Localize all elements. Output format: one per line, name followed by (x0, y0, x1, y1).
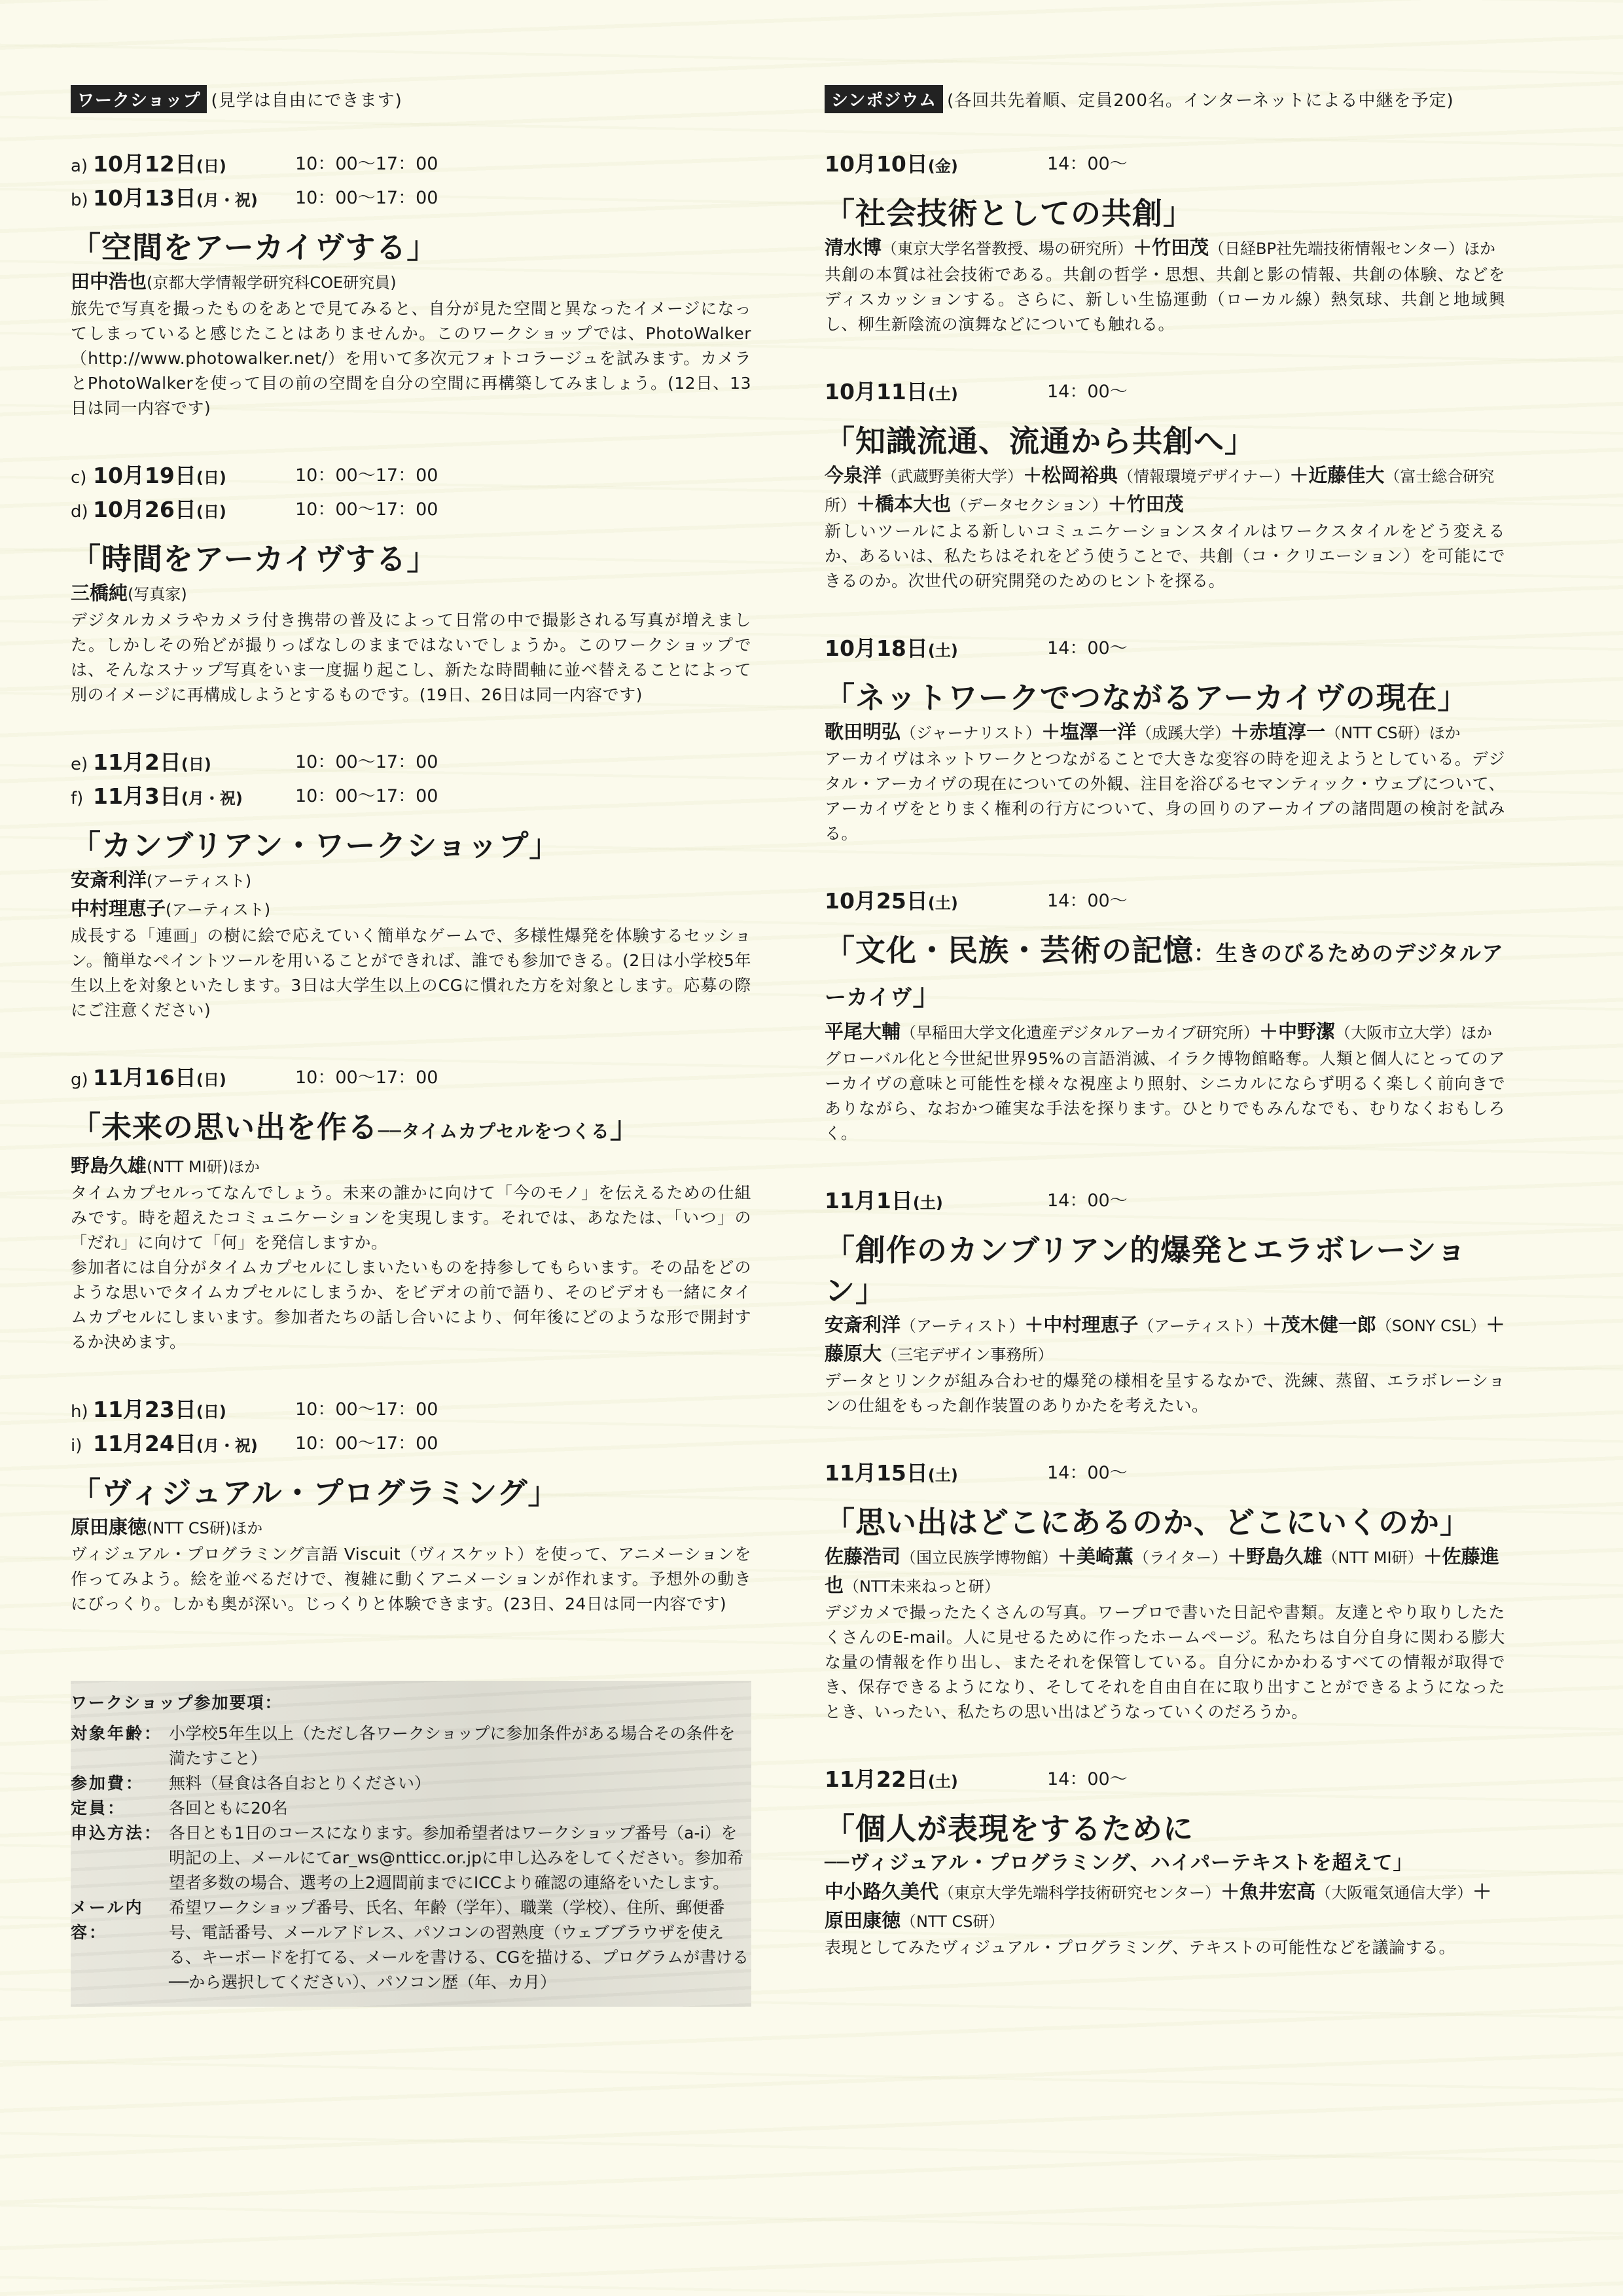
workshop-description: 成長する「連画」の樹に絵で応えていく簡単なゲームで、多様性爆発を体験するセッション。簡単なペイントツールを用いることができれば、誰でも参加できる。(2日は小学校5年生以上を対象といたします。3日は大学生以上のCGに慣れた方を対象とします。応募の際にご注意ください) (71, 926, 751, 1020)
workshop-letter: a) (71, 156, 88, 176)
symposium-date (825, 375, 1505, 409)
person-name: 野島久雄 (71, 1155, 147, 1177)
title-main: 「個人が表現をするために (825, 1811, 1194, 1846)
symposium-title (825, 421, 1505, 461)
title-end: 」 (912, 977, 944, 1012)
workshop-info-box (71, 1681, 751, 2007)
date-text: 11月3日 (93, 783, 181, 809)
workshop-title (71, 1473, 751, 1513)
workshop-letter: g) (71, 1070, 88, 1090)
speaker-affiliation: （早稲田大学文化遺産デジタルアーカイブ研究所） (901, 1024, 1259, 1042)
time-text: 10：00～17：00 (295, 786, 438, 806)
workshop-date (71, 1393, 751, 1427)
symposium-title (825, 193, 1505, 234)
info-value: 希望ワークショップ番号、氏名、年齢（学年）、職業（学校）、住所、郵便番号、電話番号、メールアドレス、パソコンの習熟度（ウェブブラウザを使える、キーボードを打てる、メールを書ける、CGを描ける、プログラムが書ける──から選択してください）、パソコン歴（年、カ月） (169, 1898, 749, 1992)
person-name: 田中浩也 (71, 270, 147, 293)
workshop-letter: i) (71, 1436, 82, 1456)
speaker-affiliation: （大阪電気通信大学） (1315, 1884, 1473, 1902)
day-of-week: (土) (927, 1772, 958, 1791)
symposium-description: 共創の本質は社会技術である。共創の哲学・思想、共創と影の情報、共創の体験、などをディスカッションする。さらに、新しい生協運動（ローカル線）熱気球、共創と地域興し、柳生新陰流の演舞などについても触れる。 (825, 265, 1505, 334)
speaker-affiliation: （NTT MI研） (1322, 1549, 1423, 1567)
day-of-week: (月・祝) (196, 1437, 258, 1455)
symposium-title (825, 1230, 1505, 1311)
time-text: 14：00～ (1047, 1191, 1128, 1211)
workshop-block (71, 459, 751, 745)
speaker-affiliation: （アーティスト） (901, 1317, 1025, 1335)
person-affiliation: (アーティスト) (147, 872, 252, 890)
workshop-title (71, 1107, 751, 1152)
info-label: 定員： (71, 1799, 126, 1818)
symposium-block (825, 884, 1505, 1184)
spacer (71, 1617, 751, 1655)
spacer (825, 846, 1505, 884)
symposium-date (825, 1763, 1505, 1797)
workshop-note: (見学は自由にできます) (211, 91, 402, 111)
speaker-affiliation: （アーティスト） (1138, 1317, 1262, 1335)
speaker-affiliation: （国立民族学博物館） (901, 1549, 1058, 1567)
person-name: 三橋純 (71, 582, 128, 604)
day-of-week: (日) (196, 1403, 226, 1421)
date-text: 11月1日 (825, 1188, 913, 1213)
symposium-date (825, 147, 1505, 181)
symposium-list (825, 147, 1505, 1998)
title-main: 「ネットワークでつながるアーカイヴの現在」 (825, 680, 1469, 715)
symposium-block (825, 632, 1505, 884)
title-end: 」 (609, 1109, 641, 1145)
speaker-affiliation: （NTT CS研） (901, 1912, 1005, 1931)
date-text: 10月26日 (93, 497, 196, 522)
time-text: 14：00～ (1047, 638, 1128, 658)
info-row (71, 1796, 751, 1821)
workshop-block (71, 1393, 751, 1655)
speaker-affiliation: （NTT未来ねっと研） (844, 1577, 1000, 1596)
speaker-affiliation: （三宅デザイン事務所） (882, 1346, 1054, 1364)
time-text: 10：00～17：00 (295, 1067, 438, 1088)
spacer (825, 337, 1505, 375)
symposium-description: 新しいツールによる新しいコミュニケーションスタイルはワークスタイルをどう変えるか、あるいは、私たちはそれをどう使うことで、共創（コ・クリエーション）を可能にできるのか。次世代の研究開発のためのヒントを探る。 (825, 522, 1505, 590)
title-main: 「カンブリアン・ワークショップ」 (71, 828, 560, 863)
info-label: 申込方法： (71, 1823, 163, 1842)
info-row (71, 1821, 751, 1895)
workshop-letter: d) (71, 502, 88, 522)
person-affiliation: (アーティスト) (166, 901, 271, 919)
workshop-title (71, 539, 751, 579)
speaker-affiliation: （情報環境デザイナー） (1118, 467, 1290, 486)
speaker-affiliation: （データセクション） (951, 496, 1108, 514)
symposium-title (825, 1502, 1505, 1543)
time-text: 10：00～17：00 (295, 499, 438, 520)
spacer (71, 1355, 751, 1393)
symposium-title-line2: ──ヴィジュアル・プログラミング、ハイパーテキストを超えて」 (825, 1852, 1414, 1874)
workshop-date (71, 1061, 751, 1095)
speaker-affiliation: （武蔵野美術大学） (882, 467, 1024, 486)
date-text: 10月11日 (825, 379, 928, 404)
symposium-block (825, 375, 1505, 632)
title-main: 「時間をアーカイヴする」 (71, 541, 438, 577)
info-label: 対象年齢： (71, 1724, 163, 1743)
person-line (71, 866, 751, 895)
workshop-description: デジタルカメラやカメラ付き携帯の普及によって日常の中で撮影される写真が増えました。しかしその殆どが撮りっぱなしのままではないでしょうか。このワークショップでは、そんなスナップ写真をいま一度掘り起こし、新たな時間軸に並べ替えることによって別のイメージに再構成しようとするものです。(19日、26日は同一内容です) (71, 611, 751, 704)
symposium-block (825, 147, 1505, 375)
speaker-affiliation: （成蹊大学） (1136, 724, 1231, 742)
time-text: 14：00～ (1047, 1769, 1128, 1789)
symposium-description: デジカメで撮ったたくさんの写真。ワープロで書いた日記や書類。友達とやり取りしたたくさんのE-mail。人に見せるために作ったホームページ。私たちは自分自身に関わる膨大な量の情報を作り出し、またそれを保管している。自分にかかわるすべての情報が取得でき、保存できるようになり、そしてそれを自由自在に取り出すことができるようになったとき、いったい、私たちの思い出はどうなっていくのだろうか。 (825, 1603, 1505, 1721)
workshop-date (71, 493, 751, 527)
day-of-week: (月・祝) (196, 191, 258, 209)
date-text: 10月18日 (825, 636, 928, 661)
day-of-week: (土) (927, 894, 958, 912)
workshop-title (71, 227, 751, 268)
title-main: 「知識流通、流通から共創へ」 (825, 423, 1255, 459)
symposium-header (825, 85, 1505, 113)
title-main: 「思い出はどこにあるのか、どこにいくのか」 (825, 1505, 1471, 1540)
date-text: 11月24日 (93, 1431, 196, 1456)
spacer (825, 1725, 1505, 1763)
title-sub: ──タイムカプセルをつくる (378, 1121, 610, 1142)
info-row (71, 1895, 751, 1995)
spacer (71, 708, 751, 745)
symposium-note: (各回共先着順、定員200名。インターネットによる中継を予定) (947, 91, 1454, 111)
speaker-affiliation: （日経BP社先端技術情報センター）ほか (1209, 240, 1496, 258)
workshop-date (71, 745, 751, 780)
date-text: 11月15日 (825, 1460, 928, 1486)
person-line (71, 1513, 751, 1542)
speakers: 佐藤浩司（国立民族学博物館）＋美崎薫（ライター）＋野島久雄（NTT MI研）＋佐藤進也（NTT未来ねっと研） (825, 1545, 1499, 1596)
workshop-description: ヴィジュアル・プログラミング言語 Viscuit（ヴィスケット）を使って、アニメーションを作ってみよう。絵を並べるだけで、複雑に動くアニメーションが作れます。予想外の動きにびっくり。しかも奥が深い。じっくりと体験できます。(23日、24日は同一内容です) (71, 1545, 751, 1613)
workshop-column (71, 85, 751, 2007)
spacer (825, 1960, 1505, 1998)
symposium-title (825, 1808, 1505, 1849)
speaker-affiliation: （NTT CS研）ほか (1325, 724, 1461, 742)
date-text: 10月13日 (93, 185, 196, 211)
date-text: 11月22日 (825, 1767, 928, 1792)
symposium-date (825, 632, 1505, 666)
speaker-affiliation: （富士総合研究所） (825, 467, 1495, 514)
spacer (71, 421, 751, 459)
person-name: 安斎利洋 (71, 869, 147, 891)
info-value: 無料（昼食は各自おとりください） (169, 1774, 431, 1793)
person-affiliation: (NTT CS研)ほか (147, 1519, 263, 1537)
spacer (71, 1023, 751, 1061)
title-main: 「文化・民族・芸術の記憶 (825, 933, 1194, 968)
title-sub: ：生きのびるためのデジタルアーカイヴ (825, 941, 1505, 1010)
symposium-tag: シンポジウム (825, 85, 943, 113)
workshop-block (71, 745, 751, 1061)
time-text: 14：00～ (1047, 382, 1128, 402)
symposium-description: 表現としてみたヴィジュアル・プログラミング、テキストの可能性などを議論する。 (825, 1938, 1456, 1957)
speakers: 今泉洋（武蔵野美術大学）＋松岡裕典（情報環境デザイナー）＋近藤佳大（富士総合研究所）＋橋本大也（データセクション）＋竹田茂 (825, 464, 1495, 515)
date-text: 10月19日 (93, 463, 196, 488)
time-text: 10：00～17：00 (295, 465, 438, 486)
speakers: 清水博（東京大学名誉教授、場の研究所）＋竹田茂（日経BP社先端技術情報センター）ほか (825, 236, 1496, 259)
person-affiliation: (京都大学情報学研究科COE研究員) (147, 274, 397, 292)
symposium-column (825, 85, 1505, 1998)
speaker-affiliation: （ジャーナリスト） (901, 724, 1042, 742)
time-text: 10：00～17：00 (295, 1433, 438, 1454)
info-label: 参加費： (71, 1774, 145, 1793)
symposium-block (825, 1184, 1505, 1456)
person-line (71, 268, 751, 296)
info-label: メール内容： (71, 1898, 144, 1942)
day-of-week: (土) (927, 641, 958, 660)
time-text: 10：00～17：00 (295, 154, 438, 174)
workshop-letter: f) (71, 789, 84, 808)
person-name: 中村理恵子 (71, 897, 166, 920)
info-value: 小学校5年生以上（ただし各ワークショップに参加条件がある場合その条件を満たすこと） (169, 1724, 736, 1768)
symposium-date (825, 1456, 1505, 1490)
symposium-title (825, 930, 1505, 1018)
title-main: 「ヴィジュアル・プログラミング」 (71, 1475, 559, 1511)
speakers: 平尾大輔（早稲田大学文化遺産デジタルアーカイブ研究所）＋中野潔（大阪市立大学）ほか (825, 1020, 1492, 1043)
workshop-date (71, 1427, 751, 1461)
workshop-description: 旅先で写真を撮ったものをあとで見てみると、自分が見た空間と異なったイメージになってしまっていると感じたことはありませんか。このワークショップでは、PhotoWalker（http://www.photowalker.net/）を用いて多次元フォトコラージュを試みます。カメラとPhotoWalkerを使って目の前の空間を自分の空間に再構築してみましょう。(12日、13日は同一内容です) (71, 299, 751, 418)
title-main: 「未来の思い出を作る (71, 1109, 378, 1145)
info-row (71, 1721, 751, 1771)
spacer (825, 1418, 1505, 1456)
date-text: 10月12日 (93, 151, 196, 177)
person-line (71, 895, 751, 924)
workshop-description: 参加者には自分がタイムカプセルにしまいたいものを持参してもらいます。その品をどのような思いでタイムカプセルにしまうか、をビデオの前で語り、そのビデオも一緒にタイムカプセルにしまいます。参加者たちの話し合いにより、何年後にどのような形で開封するか決めます。 (71, 1258, 751, 1352)
title-main: 「空間をアーカイヴする」 (71, 230, 438, 265)
speaker-affiliation: （東京大学先端科学技術研究センター） (938, 1884, 1221, 1902)
symposium-description: グローバル化と今世紀世界95%の言語消滅、イラク博物館略奪。人類と個人にとってのアーカイヴの意味と可能性を様々な視座より照射、シニカルにならず明るく楽しく前向きでありながら、なおかつ確実な手法を探ります。ひとりでもみんなでも、むりなくおもしろく。 (825, 1049, 1505, 1143)
person-affiliation: (写真家) (128, 585, 187, 603)
info-row (71, 1771, 751, 1796)
speakers: 中小路久美代（東京大学先端科学技術研究センター）＋魚井宏高（大阪電気通信大学）＋原田康徳（NTT CS研） (825, 1880, 1492, 1931)
symposium-title (825, 677, 1505, 718)
day-of-week: (土) (927, 1466, 958, 1484)
symposium-description: アーカイヴはネットワークとつながることで大きな変容の時を迎えようとしている。デジタル・アーカイヴの現在についての外観、注目を浴びるセマンティック・ウェブについて、アーカイヴをとりまく権利の行方について、身の回りのアーカイブの諸問題の検討を試みる。 (825, 749, 1505, 843)
speaker-affiliation: （東京大学名誉教授、場の研究所） (882, 240, 1133, 258)
symposium-block (825, 1456, 1505, 1763)
info-title: ワークショップ参加要項： (71, 1693, 283, 1712)
title-main: 「社会技術としての共創」 (825, 196, 1194, 231)
workshop-tag: ワークショップ (71, 85, 207, 113)
workshop-block (71, 147, 751, 459)
day-of-week: (金) (927, 157, 958, 175)
workshop-date (71, 147, 751, 181)
day-of-week: (月・祝) (181, 789, 243, 808)
time-text: 10：00～17：00 (295, 1399, 438, 1420)
speaker-affiliation: （ライター） (1133, 1549, 1228, 1567)
workshop-letter: b) (71, 190, 88, 210)
person-line (71, 579, 751, 608)
symposium-date (825, 1184, 1505, 1218)
day-of-week: (日) (181, 755, 211, 774)
workshop-title (71, 825, 751, 866)
info-value: 各回ともに20名 (169, 1799, 288, 1818)
day-of-week: (日) (196, 469, 226, 487)
day-of-week: (日) (196, 157, 226, 175)
speakers: 歌田明弘（ジャーナリスト）＋塩澤一洋（成蹊大学）＋赤埴淳一（NTT CS研）ほか (825, 721, 1461, 743)
workshop-date (71, 181, 751, 215)
person-name: 原田康徳 (71, 1516, 147, 1538)
time-text: 14：00～ (1047, 154, 1128, 174)
workshop-letter: e) (71, 755, 88, 774)
workshop-list (71, 147, 751, 1655)
symposium-block (825, 1763, 1505, 1998)
date-text: 10月25日 (825, 888, 928, 914)
info-value: 各日とも1日のコースになります。参加希望者はワークショップ番号（a-i）を明記の上、メールにてar_ws@ntticc.or.jpに申し込みをしてください。参加希望者多数の場合、選考の上2週間前までにICCより確認の連絡をいたします。 (169, 1823, 743, 1892)
workshop-block (71, 1061, 751, 1393)
workshop-letter: h) (71, 1402, 88, 1422)
spacer (825, 1146, 1505, 1184)
time-text: 10：00～17：00 (295, 188, 438, 208)
time-text: 10：00～17：00 (295, 752, 438, 772)
date-text: 11月23日 (93, 1397, 196, 1422)
title-main: 「創作のカンブリアン的爆発とエラボレーション」 (825, 1232, 1467, 1308)
symposium-date (825, 884, 1505, 918)
workshop-letter: c) (71, 468, 87, 488)
workshop-date (71, 780, 751, 814)
symposium-description: データとリンクが組み合わせ的爆発の様相を呈するなかで、洗練、蒸留、エラボレーションの仕組をもった創作装置のありかたを考えたい。 (825, 1371, 1505, 1415)
workshop-date (71, 459, 751, 493)
workshop-description: タイムカプセルってなんでしょう。未来の誰かに向けて「今のモノ」を伝えるための仕組みです。時を超えたコミュニケーションを実現します。それでは、あなたは、「いつ」の「だれ」に向けて「何」を発信しますか。 (71, 1183, 751, 1252)
workshop-header (71, 85, 751, 113)
spacer (825, 594, 1505, 632)
speaker-affiliation: （大阪市立大学）ほか (1334, 1024, 1492, 1042)
person-line (71, 1152, 751, 1181)
date-text: 11月16日 (93, 1065, 196, 1090)
day-of-week: (日) (196, 1071, 226, 1089)
speakers: 安斎利洋（アーティスト）＋中村理恵子（アーティスト）＋茂木健一郎（SONY CSL）＋藤原大（三宅デザイン事務所） (825, 1314, 1505, 1365)
day-of-week: (土) (927, 385, 958, 403)
time-text: 14：00～ (1047, 891, 1128, 911)
time-text: 14：00～ (1047, 1463, 1128, 1483)
speaker-affiliation: （SONY CSL） (1376, 1317, 1486, 1335)
day-of-week: (日) (196, 503, 226, 521)
date-text: 11月2日 (93, 749, 181, 775)
person-affiliation: (NTT MI研)ほか (147, 1158, 260, 1176)
date-text: 10月10日 (825, 151, 928, 177)
day-of-week: (土) (912, 1194, 943, 1212)
info-rows (71, 1721, 751, 1995)
